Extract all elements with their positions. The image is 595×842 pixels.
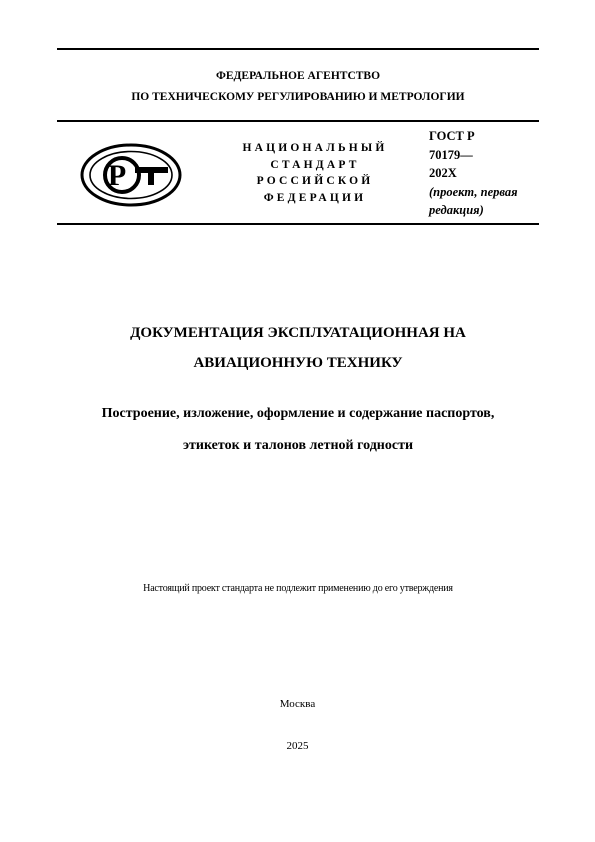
draft-note-line-2: редакция) bbox=[429, 203, 484, 217]
svg-text:Р: Р bbox=[107, 159, 127, 192]
gost-line-1: ГОСТ Р bbox=[429, 129, 475, 143]
city: Москва bbox=[279, 698, 316, 710]
gost-line-3: 202X bbox=[429, 166, 457, 180]
standard-line-2: СТАНДАРТ bbox=[270, 158, 360, 171]
agency-line-1: ФЕДЕРАЛЬНОЕ АГЕНТСТВО bbox=[215, 70, 381, 82]
header-rule bbox=[57, 120, 539, 122]
standard-line-1: НАЦИОНАЛЬНЫЙ bbox=[242, 142, 388, 154]
national-standard-block bbox=[228, 140, 402, 206]
gost-designation bbox=[429, 127, 541, 220]
agency-line-2: ПО ТЕХНИЧЕСКОМУ РЕГУЛИРОВАНИЮ И МЕТРОЛОГИИ bbox=[131, 91, 465, 103]
top-rule bbox=[57, 48, 539, 50]
standard-line-4: ФЕДЕРАЦИИ bbox=[263, 191, 367, 204]
gost-r-logo-icon bbox=[80, 143, 182, 207]
agency-name bbox=[57, 66, 539, 108]
draft-notice: Настоящий проект стандарта не подлежит применению до его утверждения bbox=[143, 583, 453, 594]
title-line-2: АВИАЦИОННУЮ ТЕХНИКУ bbox=[193, 355, 403, 371]
gost-line-2: 70179— bbox=[429, 147, 473, 162]
standard-line-3: РОССИЙСКОЙ bbox=[256, 175, 374, 187]
bottom-rule bbox=[57, 223, 539, 225]
document-title bbox=[57, 318, 539, 378]
document-subtitle bbox=[40, 398, 556, 462]
title-line-1: ДОКУМЕНТАЦИЯ ЭКСПЛУАТАЦИОННАЯ НА bbox=[130, 325, 466, 341]
draft-note-line-1: (проект, первая bbox=[429, 184, 518, 199]
subtitle-line-2: этикеток и талонов летной годности bbox=[182, 438, 414, 453]
subtitle-line-1: Построение, изложение, оформление и содержание паспортов, bbox=[101, 406, 495, 421]
year: 2025 bbox=[286, 740, 309, 752]
